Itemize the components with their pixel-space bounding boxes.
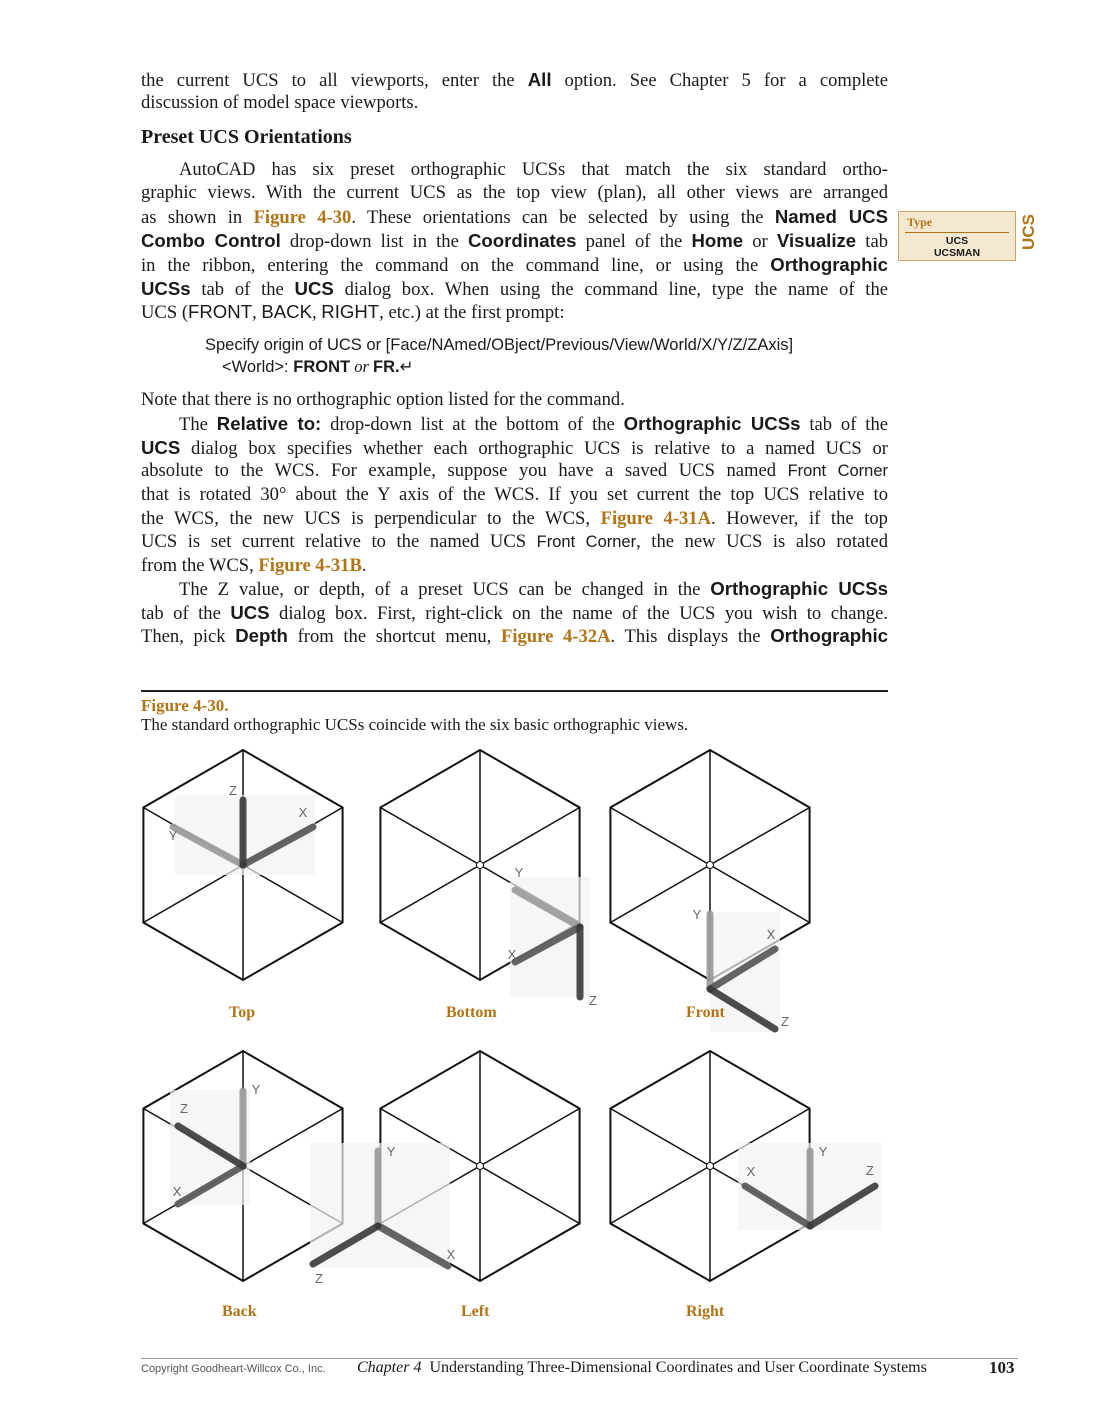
text-line: AutoCAD has six preset orthographic UCSs that match the six standard ortho- bbox=[179, 159, 888, 180]
ucs-axis-label-y: Y bbox=[251, 1082, 261, 1097]
ucs-axis-label-y: Y bbox=[386, 1144, 396, 1159]
hexagon-edge bbox=[380, 865, 480, 923]
ucs-axis-label-z: Z bbox=[180, 1101, 188, 1116]
ucs-axis-label-y: Y bbox=[818, 1144, 828, 1159]
command-prompt-line: <World>: FRONT or FR.↵ bbox=[222, 357, 414, 376]
text-line: UCS dialog box specifies whether each orthographic UCS is relative to a named UCS or bbox=[141, 437, 888, 459]
text-line: Note that there is no orthographic option listed for the command. bbox=[141, 389, 625, 410]
text-line: in the ribbon, entering the command on the command line, or using the Orthographic bbox=[141, 254, 888, 276]
hexagon-edge bbox=[380, 808, 480, 866]
ucs-axis-label-y: Y bbox=[168, 828, 178, 843]
figure-link[interactable]: Figure 4-31B bbox=[258, 555, 362, 576]
text-line: tab of the UCS dialog box. First, right-click on the name of the UCS you wish to change. bbox=[141, 602, 888, 624]
hexagon-center-vertex bbox=[707, 862, 714, 869]
page-number: 103 bbox=[989, 1358, 1015, 1377]
text-line: as shown in Figure 4-30. These orientations can be selected by using the Named UCS bbox=[141, 206, 889, 228]
hexagon-edge bbox=[710, 808, 810, 866]
text-line: graphic views. With the current UCS as the top view (plan), all other views are arranged bbox=[141, 182, 888, 203]
text-line: that is rotated 30° about the Y axis of the WCS. If you set current the top UCS relative to bbox=[141, 484, 888, 505]
hexagon-edge bbox=[480, 1109, 580, 1167]
copyright: Copyright Goodheart-Willcox Co., Inc. bbox=[141, 1363, 326, 1375]
text-line: UCSs tab of the UCS dialog box. When using the command line, type the name of the bbox=[141, 278, 888, 300]
text-line: absolute to the WCS. For example, suppose you have a saved UCS named Front Corner bbox=[141, 460, 889, 481]
hexagon-edge bbox=[610, 1109, 710, 1167]
section-heading: Preset UCS Orientations bbox=[141, 126, 352, 148]
hexagon-edge bbox=[610, 808, 710, 866]
text-line: UCS (FRONT, BACK, RIGHT, etc.) at the first prompt: bbox=[141, 301, 565, 323]
text-line: from the WCS, Figure 4-31B. bbox=[141, 555, 367, 576]
view-label-bottom: Bottom bbox=[446, 1004, 497, 1021]
ucs-axis-label-z: Z bbox=[589, 993, 597, 1008]
view-label-back: Back bbox=[222, 1303, 257, 1320]
ucs-axis-label-x: X bbox=[172, 1184, 182, 1199]
ucs-axis-label-x: X bbox=[766, 927, 776, 942]
text-line: The Relative to: drop-down list at the bottom of the Orthographic UCSs tab of the bbox=[179, 413, 888, 435]
ucs-axis-label-z: Z bbox=[315, 1271, 323, 1286]
chapter-thumb-tab: UCS bbox=[1019, 214, 1038, 250]
ucs-axis-label-z: Z bbox=[229, 783, 237, 798]
hexagon-center-vertex bbox=[707, 1163, 714, 1170]
command-name: UCSMAN bbox=[933, 247, 981, 259]
ucs-axis-label-x: X bbox=[507, 947, 517, 962]
text-line: Combo Control drop-down list in the Coordinates panel of the Home or Visualize tab bbox=[141, 230, 888, 252]
text-line: The Z value, or depth, of a preset UCS can be changed in the Orthographic UCSs bbox=[179, 578, 888, 600]
hexagon-edge bbox=[610, 1166, 710, 1224]
view-label-right: Right bbox=[686, 1303, 725, 1320]
ucs-axis-label-x: X bbox=[298, 805, 308, 820]
view-label-left: Left bbox=[461, 1303, 490, 1320]
view-label-front: Front bbox=[686, 1004, 725, 1021]
text-line: discussion of model space viewports. bbox=[141, 92, 419, 113]
ucs-axis-label-y: Y bbox=[514, 865, 524, 880]
ucs-axis-label-z: Z bbox=[781, 1014, 789, 1029]
figure-link[interactable]: Figure 4-31A bbox=[600, 508, 712, 529]
text-line: the WCS, the new UCS is perpendicular to the WCS, Figure 4-31A. However, if the top bbox=[141, 508, 888, 529]
text-line: UCS is set current relative to the named UCS Front Corner, the new UCS is also rotated bbox=[141, 531, 888, 552]
text-line: the current UCS to all viewports, enter the All option. See Chapter 5 for a complete bbox=[141, 69, 888, 91]
text-line: Then, pick Depth from the shortcut menu, Figure 4-32A. This displays the Orthographic bbox=[141, 625, 888, 647]
running-footer: Chapter 4 Understanding Three-Dimensional Coordinates and User Coordinate Systems bbox=[357, 1359, 927, 1376]
figure-link[interactable]: Figure 4-30 bbox=[253, 207, 352, 228]
hexagon-center-vertex bbox=[477, 1163, 484, 1170]
ucs-axis-label-x: X bbox=[446, 1247, 456, 1262]
figure-link[interactable]: Figure 4-32A bbox=[500, 626, 611, 647]
ucs-axis-label-y: Y bbox=[692, 907, 702, 922]
hexagon-center-vertex bbox=[477, 862, 484, 869]
view-label-top: Top bbox=[229, 1004, 256, 1021]
ucs-axis-label-x: X bbox=[746, 1164, 756, 1179]
command-name: UCS bbox=[945, 235, 969, 247]
command-prompt-line: Specify origin of UCS or [Face/NAmed/OBject/Previous/View/World/X/Y/Z/ZAxis] bbox=[205, 336, 794, 354]
figure-title: Figure 4-30. bbox=[141, 696, 229, 715]
ucs-axis-label-z: Z bbox=[866, 1163, 874, 1178]
type-label: Type bbox=[907, 215, 933, 229]
figure-caption: The standard orthographic UCSs coincide with the six basic orthographic views. bbox=[141, 715, 689, 734]
hexagon-edge bbox=[480, 808, 580, 866]
hexagon-edge bbox=[480, 1166, 580, 1224]
